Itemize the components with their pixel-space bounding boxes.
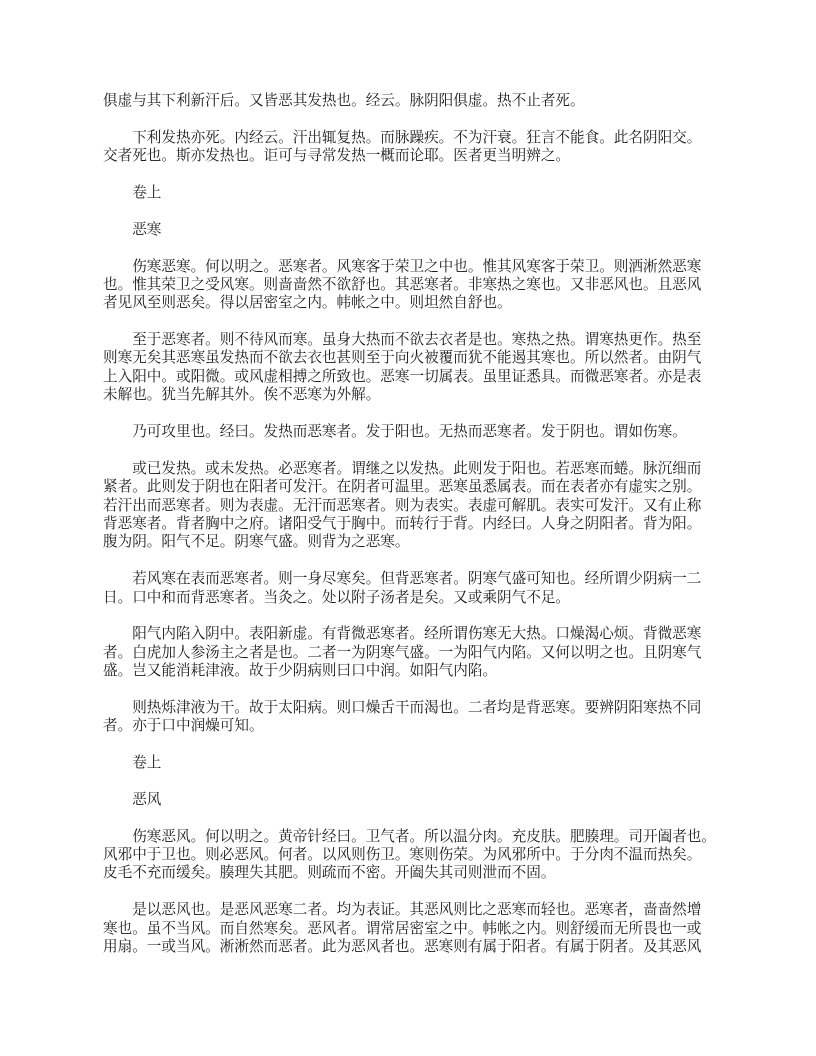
text-line: 者。白虎加人参汤主之者是也。二者一为阴寒气盛。一为阳气内陷。又何以明之也。且阴寒气: [103, 644, 702, 661]
paragraph: [103, 258, 721, 313]
text-line: 上入阳中。或阳微。或风虚相搏之所致也。恶寒一切属表。虽里证悉具。而微恶寒者。亦是表: [103, 368, 702, 385]
text-line: 若汗出而恶寒者。则为表虚。无汗而恶寒者。则为表实。表虚可解肌。表实可发汗。又有止称: [103, 497, 702, 514]
text-line: 阳气内陷入阴中。表阳新虚。有背微恶寒者。经所谓伤寒无大热。口燥渴心烦。背微恶寒: [132, 626, 702, 643]
text-line: 至于恶寒者。则不待风而寒。虽身大热而不欲去衣者是也。寒热之热。谓寒热更作。热至: [132, 332, 702, 349]
text-line: 者见风至则恶矣。得以居密室之内。帏帐之中。则坦然自舒也。: [103, 295, 512, 312]
text-line: 盛。岂又能消耗津液。故于少阴病则曰口中润。如阳气内陷。: [103, 663, 498, 680]
text-line: 寒也。虽不当风。而自然寒矣。恶风者。谓常居密室之中。帏帐之内。则舒缓而无所畏也一或: [103, 920, 702, 937]
text-line: 恶风: [132, 791, 162, 808]
section-heading: [103, 184, 721, 202]
paragraph: [103, 901, 721, 956]
text-line: 者。亦于口中润燥可知。: [103, 718, 264, 735]
text-line: 卷上: [132, 755, 162, 772]
paragraph: [103, 331, 721, 405]
text-line: 日。口中和而背恶寒者。当灸之。处以附子汤者是矣。又或乘阴气不足。: [103, 589, 571, 606]
section-heading: [103, 754, 721, 772]
text-line: 伤寒恶寒。何以明之。恶寒者。风寒客于荣卫之中也。惟其风寒客于荣卫。则洒淅然恶寒: [132, 258, 702, 275]
text-line: 卷上: [132, 184, 162, 201]
text-line: 交者死也。斯亦发热也。讵可与寻常发热一概而论耶。医者更当明辨之。: [103, 148, 571, 165]
text-line: 未解也。犹当先解其外。俟不恶寒为外解。: [103, 387, 381, 404]
text-line: 是以恶风也。是恶风恶寒二者。均为表证。其恶风则比之恶寒而轻也。恶寒者，啬啬然增: [132, 902, 702, 919]
paragraph: [103, 699, 721, 736]
paragraph: [103, 828, 721, 883]
text-line: 皮毛不充而缓矣。腠理失其肥。则疏而不密。开阖失其司则泄而不固。: [103, 865, 556, 882]
text-line: 俱虚与其下利新汗后。又皆恶其发热也。经云。脉阴阳俱虚。热不止者死。: [103, 93, 585, 109]
paragraph: [103, 423, 721, 441]
text-line: 用扇。一或当风。淅淅然而恶者。此为恶风者也。恶寒则有属于阳者。有属于阴者。及其恶风: [103, 938, 702, 955]
text-line: 也。惟其荣卫之受风寒。则啬啬然不欲舒也。其恶寒者。非寒热之寒也。又非恶风也。且恶风: [103, 276, 702, 293]
text-line: 腹为阴。阳气不足。阴寒气盛。则背为之恶寒。: [103, 534, 410, 551]
text-line: 下利发热亦死。内经云。汗出辄复热。而脉躁疾。不为汗衰。狂言不能食。此名阴阳交。: [132, 129, 702, 146]
text-line: 乃可攻里也。经曰。发热而恶寒者。发于阳也。无热而恶寒者。发于阴也。谓如伤寒。: [132, 424, 687, 441]
text-line: 紧者。此则发于阴也在阳者可发汗。在阴者可温里。恶寒虽悉属表。而在表者亦有虚实之别。: [103, 479, 702, 496]
text-line: 恶寒: [132, 221, 162, 238]
document-content: [103, 92, 721, 956]
paragraph: [103, 625, 721, 680]
text-line: 若风寒在表而恶寒者。则一身尽寒矣。但背恶寒者。阴寒气盛可知也。经所谓少阴病一二: [132, 571, 702, 588]
paragraph: [103, 129, 721, 166]
paragraph: [103, 460, 721, 552]
text-line: 或已发热。或未发热。必恶寒者。谓继之以发热。此则发于阳也。若恶寒而蜷。脉沉细而: [132, 460, 702, 477]
text-line: 则热烁津液为干。故于太阳病。则口燥舌干而渴也。二者均是背恶寒。要辨阴阳寒热不同: [132, 699, 702, 716]
paragraph: [103, 92, 721, 110]
section-heading: [103, 221, 721, 239]
text-line: 风邪中于卫也。则必恶风。何者。以风则伤卫。寒则伤荣。为风邪所中。于分肉不温而热矣。: [103, 847, 702, 864]
paragraph: [103, 570, 721, 607]
text-line: 则寒无矣其恶寒虽发热而不欲去衣也甚则至于向火被覆而犹不能遏其寒也。所以然者。由阴气: [103, 350, 702, 367]
text-line: 背恶寒者。背者胸中之府。诸阳受气于胸中。而转行于背。内经曰。人身之阴阳者。背为阳。: [103, 515, 702, 532]
text-line: 伤寒恶风。何以明之。黄帝针经曰。卫气者。所以温分肉。充皮肤。肥腠理。司开阖者也。: [132, 828, 716, 845]
section-heading: [103, 791, 721, 809]
